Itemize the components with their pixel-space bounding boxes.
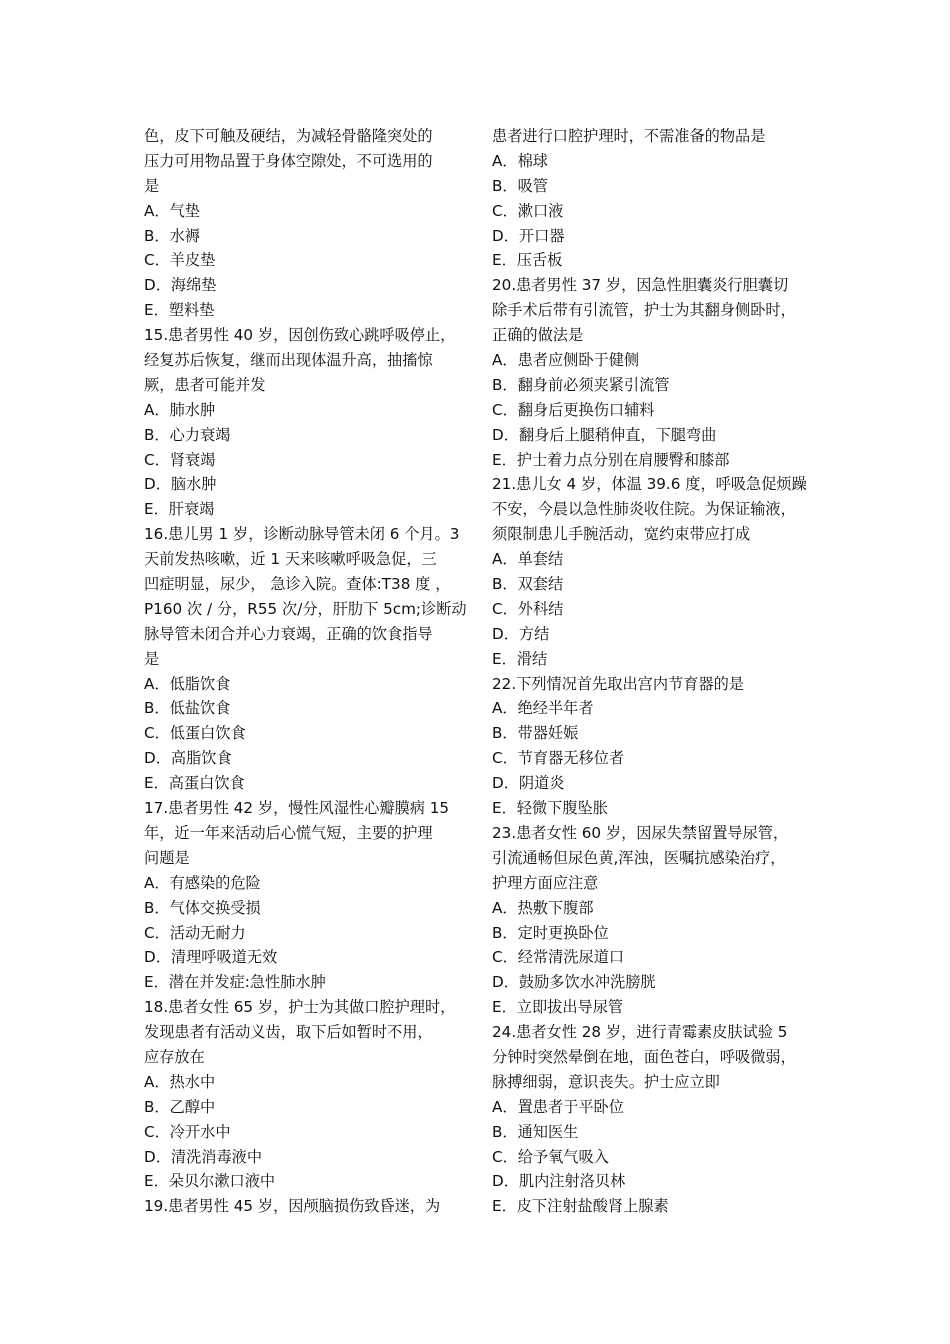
question-text-line: 凹症明显，尿少， 急诊入院。查体:T38 度 ， [144,575,451,594]
question-text-line: 须限制患儿手腕活动，宽约束带应打成 [492,525,751,544]
answer-option: A．绝经半年者 [492,699,594,718]
question-text-line: 22.下列情况首先取出宫内节育器的是 [492,674,744,693]
answer-option: A．棉球 [492,151,548,170]
question-text-line: 20.患者男性 37 岁，因急性胆囊炎行胆囊切 [492,276,789,295]
question-text-line: 17.患者男性 42 岁，慢性风湿性心瓣膜病 15 [144,799,450,818]
answer-option: E．压舌板 [492,251,563,270]
answer-option: A．单套结 [492,550,564,569]
question-text-line: 护理方面应注意 [492,873,599,892]
answer-option: D．脑水肿 [144,475,217,494]
answer-option: C．漱口液 [492,201,564,220]
answer-option: B．心力衰竭 [144,425,231,444]
answer-option: E．滑结 [492,649,548,668]
answer-option: D．肌内注射洛贝林 [492,1172,626,1191]
question-text-line: 18.患者女性 65 岁，护士为其做口腔护理时， [144,998,456,1017]
question-text-line: 正确的做法是 [492,326,584,345]
answer-option: E．护士着力点分别在肩腰臀和膝部 [492,450,730,469]
answer-option: C．节育器无移位者 [492,749,625,768]
left-column [144,124,470,1219]
question-text-line: 年，近一年来活动后心慌气短，主要的护理 [144,823,433,842]
answer-option: B．定时更换卧位 [492,923,609,942]
answer-option: D．开口器 [492,226,565,245]
question-text-line: 脉搏细弱，意识丧失。护士应立即 [492,1072,720,1091]
question-text-line: 除手术后带有引流管，护士为其翻身侧卧时， [492,301,796,320]
answer-option: E．轻微下腹坠胀 [492,799,608,818]
question-text-line: 天前发热咳嗽，近 1 天来咳嗽呼吸急促，三 [144,550,437,569]
answer-option: D．高脂饮食 [144,749,232,768]
answer-option: B．乙醇中 [144,1097,216,1116]
answer-option: E．肝衰竭 [144,500,215,519]
question-text-line: 发现患者有活动义齿，取下后如暂时不用， [144,1023,433,1042]
answer-option: A．患者应侧卧于健侧 [492,351,640,370]
right-column [492,124,822,1219]
question-text-line: 21.患儿女 4 岁，体温 39.6 度，呼吸急促烦躁 [492,475,807,494]
answer-option: C．给予氧气吸入 [492,1147,609,1166]
question-text-line: 经复苏后恢复，继而出现体温升高，抽搐惊 [144,351,433,370]
question-text-line: 压力可用物品置于身体空隙处，不可选用的 [144,151,433,170]
question-text-line: 分钟时突然晕倒在地，面色苍白，呼吸微弱， [492,1047,796,1066]
question-text-line: 患者进行口腔护理时，不需准备的物品是 [492,127,766,145]
answer-option: C．活动无耐力 [144,923,246,942]
question-text-line: 19.患者男性 45 岁，因颅脑损伤致昏迷，为 [144,1197,441,1216]
answer-option: D．鼓励多饮水冲洗膀胱 [492,973,656,992]
answer-option: D．翻身后上腿稍伸直，下腿弯曲 [492,425,717,444]
answer-option: D．清洗消毒液中 [144,1147,263,1166]
answer-option: A．肺水肿 [144,400,216,419]
answer-option: B．气体交换受损 [144,898,261,917]
answer-option: E．塑料垫 [144,301,215,320]
answer-option: C．低蛋白饮食 [144,724,246,743]
question-text-line: 厥，患者可能并发 [144,375,266,394]
answer-option: C．肾衰竭 [144,450,216,469]
answer-option: B．翻身前必须夹紧引流管 [492,375,670,394]
answer-option: B．双套结 [492,575,564,594]
question-text-line: 问题是 [144,848,190,867]
answer-option: C．翻身后更换伤口辅料 [492,400,655,419]
question-text-line: 23.患者女性 60 岁，因尿失禁留置导尿管， [492,823,789,842]
question-text-line: 引流通畅但尿色黄,浑浊，医嘱抗感染治疗， [492,848,786,867]
question-text-line: 不安，今晨以急性肺炎收住院。为保证输液， [492,500,796,519]
question-text-line: 色，皮下可触及硬结，为减轻骨骼隆突处的 [144,127,433,145]
answer-option: E．潜在并发症:急性肺水肿 [144,973,326,992]
answer-option: D．阴道炎 [492,774,565,793]
answer-option: D．清理呼吸道无效 [144,948,278,967]
answer-option: C．经常清洗尿道口 [492,948,625,967]
answer-option: A．气垫 [144,201,200,220]
answer-option: B．吸管 [492,176,548,195]
answer-option: D．海绵垫 [144,276,217,295]
question-text-line: 脉导管未闭合并心力衰竭，正确的饮食指导 [144,624,433,643]
question-text-line: 15.患者男性 40 岁，因创伤致心跳呼吸停止， [144,326,456,345]
answer-option: E．朵贝尔漱口液中 [144,1172,276,1191]
question-text-line: P160 次 / 分，R55 次/分，肝肋下 5cm;诊断动 [144,599,467,618]
answer-option: A．低脂饮食 [144,674,231,693]
answer-option: C．羊皮垫 [144,251,216,270]
answer-option: D．方结 [492,624,550,643]
question-text-line: 24.患者女性 28 岁，进行青霉素皮肤试验 5 [492,1023,788,1042]
answer-option: A．置患者于平卧位 [492,1097,624,1116]
question-text-line: 是 [144,176,160,195]
answer-option: C．外科结 [492,599,564,618]
answer-option: E．皮下注射盐酸肾上腺素 [492,1197,669,1216]
answer-option: B．带器妊娠 [492,724,579,743]
question-text-line: 是 [144,649,160,668]
question-text-line: 应存放在 [144,1047,205,1066]
answer-option: E．立即拔出导尿管 [492,998,624,1017]
answer-option: C．冷开水中 [144,1122,231,1141]
question-text-line: 16.患儿男 1 岁，诊断动脉导管未闭 6 个月。3 [144,525,460,544]
answer-option: A．有感染的危险 [144,873,261,892]
answer-option: B．水褥 [144,226,200,245]
answer-option: A．热敷下腹部 [492,898,594,917]
answer-option: B．通知医生 [492,1122,579,1141]
answer-option: E．高蛋白饮食 [144,774,245,793]
answer-option: B．低盐饮食 [144,699,231,718]
answer-option: A．热水中 [144,1072,216,1091]
